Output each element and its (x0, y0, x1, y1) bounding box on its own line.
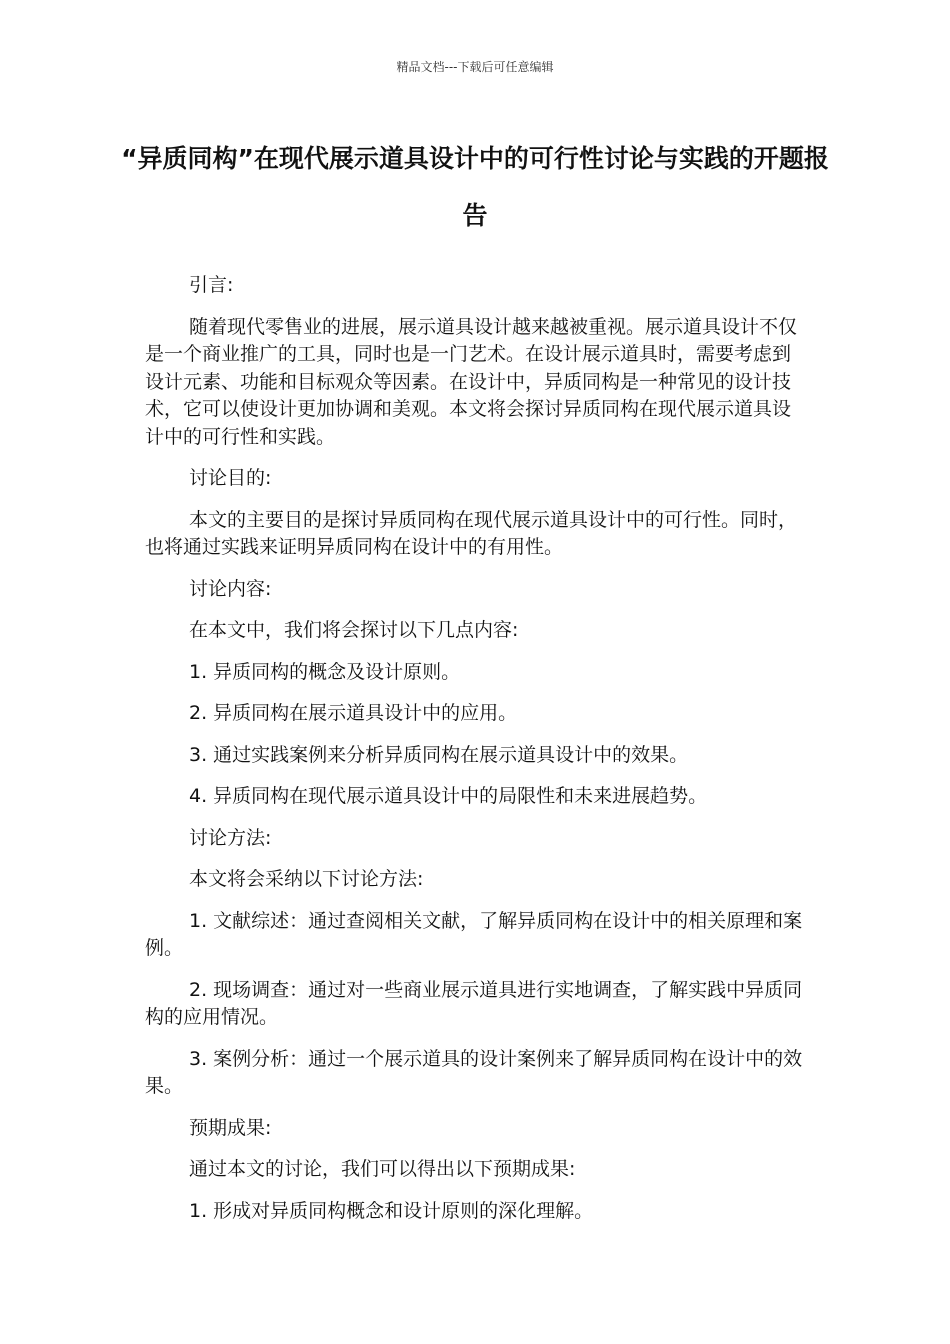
section-heading-results: 预期成果: (189, 1116, 272, 1139)
list-item-method-2: 2. 现场调查：通过对一些商业展示道具进行实地调查，了解实践中异质同构的应用情况。 (145, 978, 803, 1028)
paragraph-method-lead: 本文将会采纳以下讨论方法: (189, 868, 424, 890)
section-heading-intro: 引言: (189, 274, 234, 296)
list-item-method-3: 3. 案例分析：通过一个展示道具的设计案例来了解异质同构在设计中的效果。 (145, 1047, 803, 1097)
document-body (145, 272, 805, 1239)
section-heading-content: 讨论内容: (189, 577, 272, 600)
paragraph-purpose: 本文的主要目的是探讨异质同构在现代展示道具设计中的可行性。同时，也将通过实践来证明异质同构在设计中的有用性。 (145, 508, 798, 558)
paragraph-content-lead: 在本文中，我们将会探讨以下几点内容: (189, 619, 519, 641)
list-item-results-1: 1. 形成对异质同构概念和设计原则的深化理解。 (189, 1199, 594, 1222)
section-heading-purpose: 讨论目的: (189, 467, 272, 489)
paragraph-results-lead: 通过本文的讨论，我们可以得出以下预期成果: (189, 1158, 576, 1180)
list-item-content-1: 1. 异质同构的概念及设计原则。 (189, 660, 461, 683)
header-note: 精品文档---下载后可任意编辑 (396, 60, 554, 74)
list-item-content-3: 3. 通过实践案例来分析异质同构在展示道具设计中的效果。 (189, 743, 689, 766)
list-item-content-4: 4. 异质同构在现代展示道具设计中的局限性和未来进展趋势。 (189, 785, 708, 807)
list-item-content-2: 2. 异质同构在展示道具设计中的应用。 (189, 702, 518, 724)
list-item-method-1: 1. 文献综述：通过查阅相关文献，了解异质同构在设计中的相关原理和案例。 (145, 909, 803, 959)
document-title: “异质同构”在现代展示道具设计中的可行性讨论与实践的开题报告 (121, 144, 829, 230)
paragraph-intro: 随着现代零售业的进展，展示道具设计越来越被重视。展示道具设计不仅是一个商业推广的工具，同时也是一门艺术。在设计展示道具时，需要考虑到设计元素、功能和目标观众等因素。在设计中，异质同构是一种常见的设计技术，它可以使设计更加协调和美观。本文将会探讨异质同构在现代展示道具设计中的可行性和实践。 (145, 315, 798, 448)
section-heading-method: 讨论方法: (189, 826, 272, 849)
